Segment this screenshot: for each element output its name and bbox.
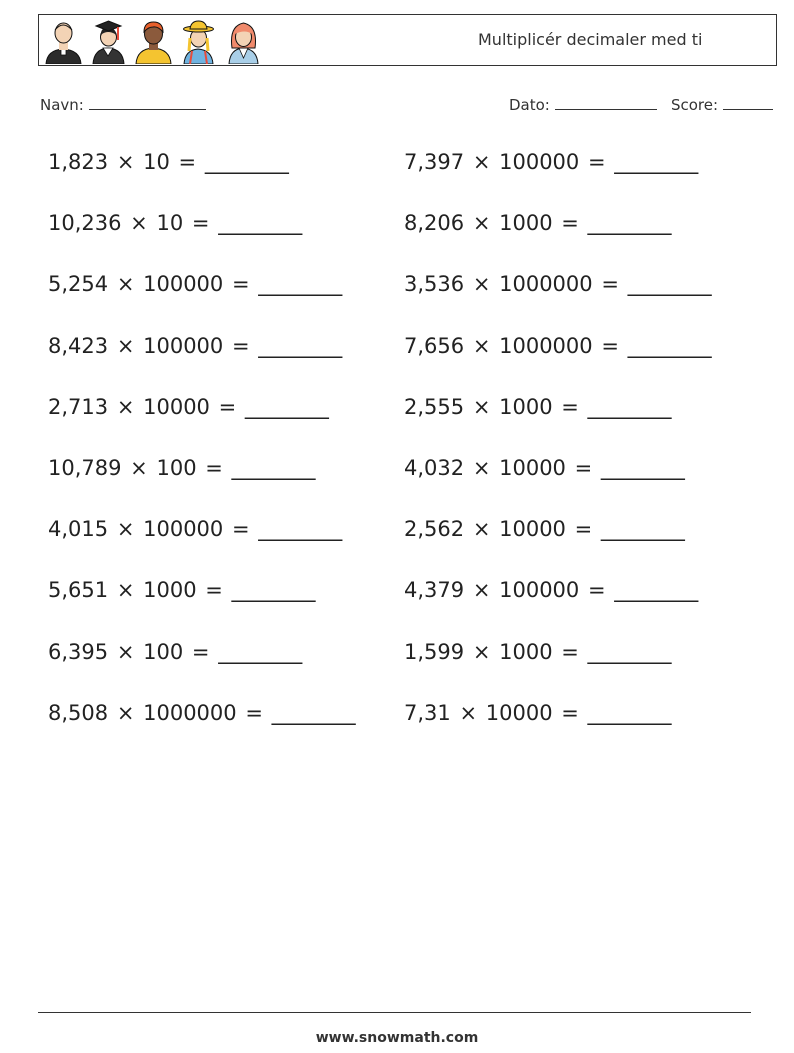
times-sign: × (472, 150, 491, 174)
equals-sign: = (587, 578, 606, 603)
problem-item (404, 640, 672, 664)
problem-factor-b: 1000000 (143, 700, 237, 725)
problem-factor-b: 10 (156, 211, 184, 236)
woman-icon (223, 18, 264, 64)
equals-sign: = (561, 211, 579, 236)
problem-factor-b: 10000 (499, 517, 566, 542)
equals-sign: = (178, 150, 197, 174)
problem-factor-b: 100000 (143, 272, 224, 297)
problem-factor-a: 4,015 (48, 517, 109, 542)
page-title: Multiplicér decimaler med ti (478, 30, 703, 49)
problem-item (48, 640, 302, 664)
man-priest-icon (43, 18, 84, 64)
equals-sign: = (561, 700, 579, 725)
problem-factor-b: 100000 (499, 150, 580, 174)
problem-factor-b: 100 (143, 639, 184, 664)
answer-blank[interactable]: ________ (587, 639, 672, 664)
answer-blank[interactable]: ________ (231, 456, 316, 480)
times-sign: × (472, 272, 491, 297)
times-sign: × (472, 639, 491, 664)
problem-item (404, 517, 685, 541)
equals-sign: = (218, 394, 237, 419)
times-sign: × (116, 150, 135, 174)
times-sign: × (116, 394, 135, 419)
times-sign: × (130, 456, 148, 480)
problem-factor-b: 10000 (143, 394, 210, 419)
answer-blank[interactable]: ________ (627, 272, 712, 297)
worksheet-header (38, 14, 777, 66)
problem-item (48, 517, 342, 541)
answer-blank[interactable]: ________ (258, 517, 343, 542)
problem-item (404, 334, 712, 358)
problem-item (404, 150, 698, 174)
problem-item (48, 701, 356, 725)
times-sign: × (472, 333, 491, 358)
problem-factor-a: 2,555 (404, 394, 465, 419)
problem-item (48, 150, 289, 174)
problem-factor-a: 1,599 (404, 639, 465, 664)
problem-factor-b: 100 (156, 456, 197, 480)
answer-blank[interactable]: ________ (258, 333, 343, 358)
answer-blank[interactable]: ________ (271, 700, 356, 725)
problem-factor-b: 100000 (143, 517, 224, 542)
problem-factor-a: 1,823 (48, 150, 109, 174)
times-sign: × (116, 517, 135, 542)
equals-sign: = (574, 517, 593, 542)
times-sign: × (472, 578, 491, 603)
answer-blank[interactable]: ________ (614, 150, 699, 174)
answer-blank[interactable]: ________ (218, 211, 303, 236)
equals-sign: = (231, 272, 250, 297)
problem-item (404, 211, 672, 235)
name-field (40, 94, 206, 114)
problem-factor-b: 10000 (485, 700, 553, 725)
problem-factor-a: 7,397 (404, 150, 465, 174)
problem-factor-b: 1000 (499, 211, 553, 236)
equals-sign: = (601, 333, 619, 358)
answer-blank[interactable]: ________ (600, 517, 685, 542)
equals-sign: = (574, 456, 593, 480)
problem-item (48, 456, 316, 480)
date-score-fields (509, 94, 773, 114)
problem-factor-a: 5,254 (48, 272, 109, 297)
times-sign: × (116, 700, 135, 725)
problem-item (404, 272, 712, 296)
graduate-icon (88, 18, 129, 64)
problem-factor-a: 4,032 (404, 456, 465, 480)
times-sign: × (459, 700, 478, 725)
date-label: Dato: (509, 96, 550, 114)
problem-factor-b: 100000 (499, 578, 580, 603)
problem-factor-a: 7,656 (404, 333, 465, 358)
problem-factor-b: 1000000 (499, 333, 593, 358)
problem-item (404, 456, 685, 480)
problem-item (404, 395, 672, 419)
problem-item (48, 395, 329, 419)
answer-blank[interactable]: ________ (258, 272, 343, 297)
answer-blank[interactable]: ________ (614, 578, 699, 603)
answer-blank[interactable]: ________ (204, 150, 289, 174)
equals-sign: = (205, 456, 223, 480)
score-label: Score: (670, 96, 719, 114)
times-sign: × (116, 578, 135, 603)
man-icon (133, 18, 174, 64)
problem-factor-a: 8,423 (48, 333, 109, 358)
problem-factor-b: 100000 (143, 333, 224, 358)
problem-factor-b: 10 (143, 150, 170, 174)
times-sign: × (472, 394, 491, 419)
answer-blank[interactable]: ________ (587, 394, 672, 419)
times-sign: × (472, 517, 491, 542)
problem-factor-a: 2,562 (404, 517, 465, 542)
problem-factor-a: 7,31 (404, 700, 451, 725)
problem-factor-a: 8,206 (404, 211, 465, 236)
problem-factor-a: 8,508 (48, 700, 109, 725)
problem-factor-a: 4,379 (404, 578, 465, 603)
answer-blank[interactable]: ________ (244, 394, 329, 419)
answer-blank[interactable]: ________ (587, 211, 672, 236)
equals-sign: = (231, 333, 250, 358)
score-blank[interactable] (723, 94, 773, 110)
answer-blank[interactable]: ________ (587, 700, 672, 725)
problem-factor-b: 1000 (499, 394, 553, 419)
equals-sign: = (561, 394, 579, 419)
equals-sign: = (245, 700, 263, 725)
equals-sign: = (191, 211, 210, 236)
answer-blank[interactable]: ________ (627, 333, 712, 358)
problem-factor-b: 1000 (499, 639, 553, 664)
problem-factor-b: 10000 (499, 456, 566, 480)
problem-factor-a: 10,236 (48, 211, 122, 236)
equals-sign: = (205, 578, 223, 603)
date-blank[interactable] (555, 94, 657, 110)
times-sign: × (116, 333, 135, 358)
problem-factor-a: 5,651 (48, 578, 109, 603)
footer-divider (38, 1012, 751, 1013)
farmer-woman-icon (178, 18, 219, 64)
problem-factor-a: 10,789 (48, 456, 122, 480)
equals-sign: = (601, 272, 619, 297)
equals-sign: = (191, 639, 210, 664)
equals-sign: = (231, 517, 250, 542)
problem-factor-b: 1000000 (499, 272, 593, 297)
problem-item (48, 211, 302, 235)
times-sign: × (116, 639, 135, 664)
problem-item (48, 334, 342, 358)
equals-sign: = (561, 639, 579, 664)
problem-item (48, 272, 342, 296)
problem-factor-a: 2,713 (48, 394, 109, 419)
answer-blank[interactable]: ________ (600, 456, 685, 480)
answer-blank[interactable]: ________ (231, 578, 316, 603)
times-sign: × (472, 456, 491, 480)
problem-factor-a: 6,395 (48, 639, 109, 664)
avatar-row (43, 18, 264, 64)
problem-factor-a: 3,536 (404, 272, 465, 297)
equals-sign: = (587, 150, 606, 174)
problem-item (404, 701, 672, 725)
times-sign: × (130, 211, 148, 236)
name-label: Navn: (40, 96, 84, 114)
times-sign: × (116, 272, 135, 297)
times-sign: × (472, 211, 491, 236)
problem-item (404, 578, 698, 602)
answer-blank[interactable]: ________ (218, 639, 303, 664)
footer-url: www.snowmath.com (315, 1030, 479, 1046)
problem-factor-b: 1000 (143, 578, 197, 603)
name-blank[interactable] (89, 94, 206, 110)
problem-item (48, 578, 316, 602)
